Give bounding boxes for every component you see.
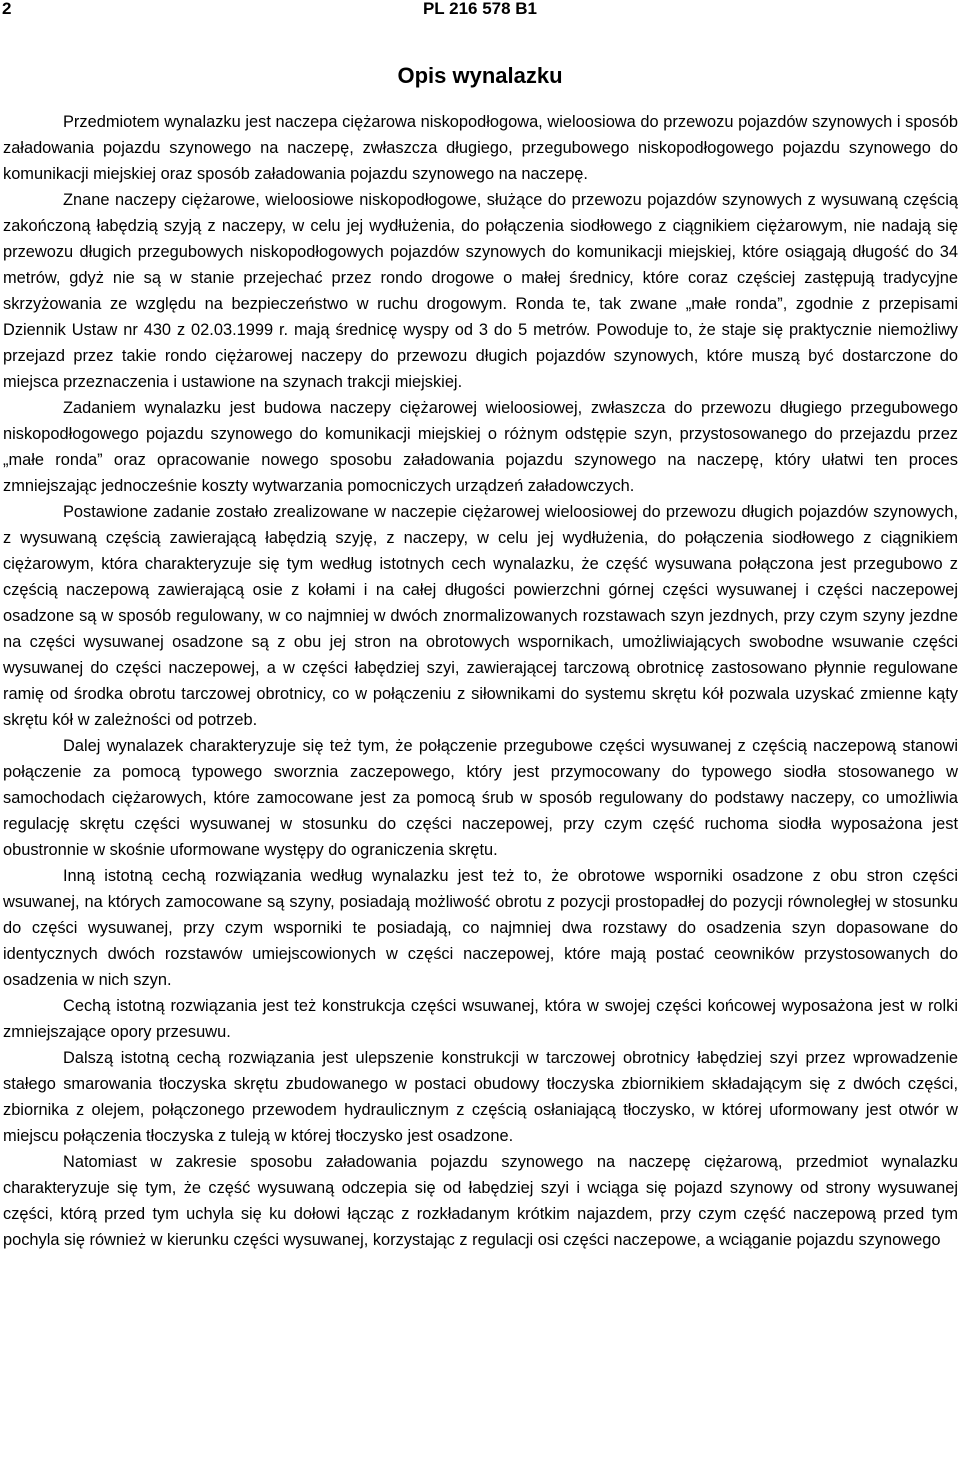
page-header (0, 0, 960, 22)
paragraph-solution: Postawione zadanie zostało zrealizowane w naczepie ciężarowej wieloosiowej do przewozu długich pojazdów szynowych, z wysuwaną częścią zawierającą łabędzią szyję, z naczepy, w celu jej wydłużenia, do połączenia siodłowego z ciągnikiem ciężarowym, która charakteryzuje się tym według istotnych cech wynalazku, że część wysuwana połączona jest przegubowo z częścią naczepową zawierającą osie z kołami i na całej długości powierzchni górnej części wysuwanej i części naczepowej osadzone są w sposób regulowany, w co najmniej w dwóch znormalizowanych rozstawach szyn jezdnych, przy czym szyny jezdne na części wysuwanej osadzone są z obu jej stron na obrotowych wspornikach, umożliwiających swobodne wsuwanie części wysuwanej do części naczepowej, a w części łabędziej szyi, zawierającej tarczową obrotnicę zastosowano płynnie regulowane ramię od środka obrotu tarczowej obrotnicy, co w połączeniu z siłownikami do systemu skrętu kół pozwala uzyskać zmienne kąty skrętu kół w zależności od potrzeb. (3, 503, 958, 729)
paragraph-subject: Przedmiotem wynalazku jest naczepa ciężarowa niskopodłogowa, wieloosiowa do przewozu pojazdów szynowych i sposób załadowania pojazdu szynowego na naczepę, zwłaszcza długiego, przegubowego niskopodłogowego pojazdu szynowego do komunikacji miejskiej oraz sposób załadowania pojazdu szynowego na naczepę. (3, 113, 958, 183)
page-number: 2 (2, 0, 12, 18)
paragraph-rollers: Cechą istotną rozwiązania jest też konstrukcja części wsuwanej, która w swojej części końcowej wyposażona jest w rolki zmniejszające opory przesuwu. (3, 997, 958, 1041)
document-id: PL 216 578 B1 (422, 0, 538, 18)
paragraph-lubrication: Dalszą istotną cechą rozwiązania jest ulepszenie konstrukcji w tarczowej obrotnicy łabędziej szyi przez wprowadzenie stałego smarowania tłoczyska skrętu zbudowanego w postaci obudowy tłoczyska zbiornikiem składającym się z dwóch części, zbiornika z olejem, połączonego przewodem hydraulicznym z częścią osłaniającą tłoczysko, w której uformowany jest otwór w miejscu połączenia tłoczyska z tuleją w której tłoczysko jest osadzone. (3, 1049, 958, 1145)
paragraph-articulated-joint: Dalej wynalazek charakteryzuje się też tym, że połączenie przegubowe części wysuwanej z częścią naczepową stanowi połączenie za pomocą typowego sworznia zaczepowego, który jest przymocowany do typowego siodła stosowanego w samochodach ciężarowych, które zamocowane jest za pomocą śrub w sposób regulowany do podstawy naczepy, co umożliwia regulację skrętu części wysuwanej w stosunku do części naczepowej, przy czym część ruchoma siodła wyposażona jest obustronnie w skośnie uformowane występy do ograniczenia skrętu. (3, 737, 958, 859)
paragraph-loading-method: Natomiast w zakresie sposobu załadowania pojazdu szynowego na naczepę ciężarową, przedmiot wynalazku charakteryzuje się tym, że część wysuwaną odczepia się od łabędziej szyi i wciąga się pojazd szynowy od strony wysuwanej części, którą przed tym uchyla się ku dołowi łącząc z rozkładanym krótkim najazdem, przy czym część naczepową przed tym pochyla się również w kierunku części wysuwanej, korzystając z regulacji osi części naczepowe, a wciąganie pojazdu szynowego (3, 1153, 958, 1249)
description-body (3, 109, 958, 1253)
paragraph-objective: Zadaniem wynalazku jest budowa naczepy ciężarowej wieloosiowej, zwłaszcza do przewozu długiego przegubowego niskopodłogowego pojazdu szynowego do komunikacji miejskiej o różnym odstępie szyn, przystosowanego do przejazdu przez „małe ronda” oraz opracowanie nowego sposobu załadowania pojazdu szynowego na naczepę, który ułatwi ten proces zmniejszając jednocześnie koszty wytwarzania pomocniczych urządzeń załadowczych. (3, 399, 958, 495)
paragraph-prior-art: Znane naczepy ciężarowe, wieloosiowe niskopodłogowe, służące do przewozu pojazdów szynowych z wysuwaną częścią zakończoną łabędzią szyją z naczepy, w celu jej wydłużenia, do połączenia siodłowego z ciągnikiem ciężarowym, nie nadają się przewozu długich przegubowych niskopodłogowych pojazdów szynowych do komunikacji miejskiej, które osiągają długość do 34 metrów, gdyż nie są w stanie przejechać przez rondo drogowe o małej średnicy, które coraz częściej zastępują tradycyjne skrzyżowania ze względu na bezpieczeństwo w ruchu drogowym. Ronda te, tak zwane „małe ronda”, zgodnie z przepisami Dziennik Ustaw nr 430 z 02.03.1999 r. mają średnicę wyspy od 3 do 5 metrów. Powoduje to, że staje się praktycznie niemożliwy przejazd przez takie rondo ciężarowej naczepy do przewozu długich pojazdów szynowych, które muszą być dostarczone do miejsca przeznaczenia i ustawione na szynach trakcji miejskiej. (3, 191, 958, 391)
paragraph-rotary-brackets: Inną istotną cechą rozwiązania według wynalazku jest też to, że obrotowe wsporniki osadzone z obu stron części wsuwanej, na których zamocowane są szyny, posiadają możliwość obrotu z pozycji prostopadłej do pozycji równoległej w stosunku do części wysuwanej, przy czym wsporniki te posiadają, co najmniej dwa rozstawy do osadzenia szyn dopasowane do identycznych dwóch rozstawów umiejscowionych w części naczepowej, które mają postać ceowników przystosowanych do osadzenia w nich szyn. (3, 867, 958, 989)
page-title: Opis wynalazku (397, 63, 563, 88)
